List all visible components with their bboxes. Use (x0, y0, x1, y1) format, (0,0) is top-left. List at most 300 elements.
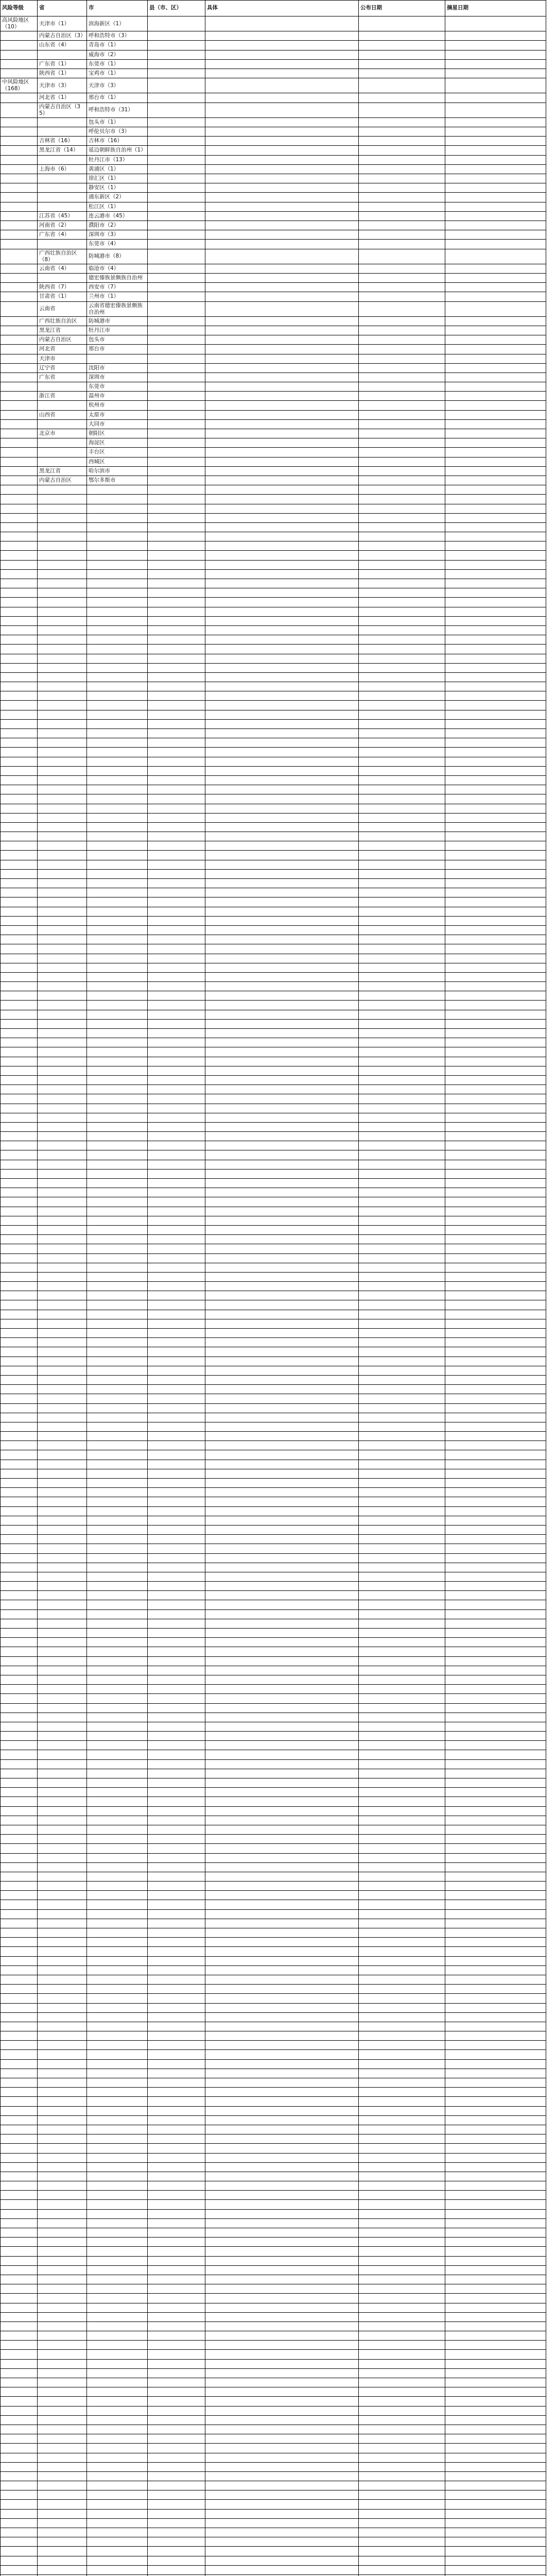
table-cell (359, 1769, 445, 1778)
table-cell (148, 273, 205, 282)
table-cell (359, 2387, 445, 2397)
table-cell (148, 2490, 205, 2500)
table-cell (87, 485, 148, 495)
table-cell (359, 1638, 445, 1647)
table-row (1, 2125, 546, 2134)
table-cell (205, 1066, 359, 1075)
table-cell (38, 1441, 87, 1450)
table-cell (148, 1450, 205, 1460)
table-cell (148, 794, 205, 804)
table-cell (38, 1450, 87, 1460)
table-cell (359, 292, 445, 301)
table-cell (205, 211, 359, 221)
table-cell (148, 841, 205, 851)
table-cell (1, 2041, 38, 2050)
table-cell (359, 1891, 445, 1900)
table-cell (87, 2303, 148, 2312)
table-cell (38, 1132, 87, 1141)
table-cell (205, 382, 359, 392)
table-cell (1, 146, 38, 155)
table-row (1, 822, 546, 832)
table-cell (359, 466, 445, 476)
table-cell (87, 2415, 148, 2425)
table-cell (1, 879, 38, 888)
table-cell (445, 1422, 546, 1431)
table-cell (445, 1788, 546, 1797)
table-row (1, 841, 546, 851)
table-cell (205, 888, 359, 897)
table-cell (359, 551, 445, 560)
table-cell (87, 1197, 148, 1207)
table-cell (87, 1919, 148, 1928)
table-cell (1, 164, 38, 174)
table-cell (205, 372, 359, 382)
table-cell (205, 2471, 359, 2481)
table-cell (1, 1797, 38, 1806)
table-cell (359, 972, 445, 981)
table-cell (148, 2341, 205, 2350)
table-cell (38, 2228, 87, 2238)
table-row (1, 1919, 546, 1928)
table-cell (87, 1600, 148, 1609)
table-cell (87, 1685, 148, 1694)
table-cell (38, 2238, 87, 2247)
table-cell (87, 588, 148, 598)
table-cell (1, 1769, 38, 1778)
table-row (1, 588, 546, 598)
table-cell (1, 982, 38, 991)
table-cell (359, 1403, 445, 1413)
table-row (1, 283, 546, 292)
table-cell (205, 164, 359, 174)
table-cell (359, 944, 445, 954)
table-cell (445, 579, 546, 588)
table-cell (205, 273, 359, 282)
table-cell (445, 1928, 546, 1938)
table-cell (148, 663, 205, 672)
table-cell: 濮阳市（2） (87, 221, 148, 230)
table-row (1, 701, 546, 710)
table-cell (205, 1732, 359, 1741)
table-row (1, 710, 546, 719)
table-cell (359, 1928, 445, 1938)
table-cell (148, 1629, 205, 1638)
table-cell (205, 2500, 359, 2509)
table-row (1, 466, 546, 476)
table-cell (205, 1759, 359, 1769)
table-cell (1, 2415, 38, 2425)
table-cell (205, 363, 359, 372)
table-cell (445, 2331, 546, 2341)
table-row (1, 50, 546, 59)
table-cell (38, 1713, 87, 1722)
table-cell (205, 429, 359, 438)
table-cell (1, 1919, 38, 1928)
table-cell (38, 954, 87, 963)
table-cell (1, 1450, 38, 1460)
table-cell (87, 1160, 148, 1169)
table-cell (148, 1825, 205, 1834)
table-cell (205, 2294, 359, 2303)
table-cell (87, 1778, 148, 1788)
table-row (1, 2565, 546, 2574)
table-cell: 广东省（4） (38, 230, 87, 240)
table-cell: 云南省 (38, 301, 87, 316)
table-row (1, 1647, 546, 1656)
table-row (1, 1806, 546, 1816)
table-cell (359, 1179, 445, 1188)
table-cell (148, 1656, 205, 1666)
table-cell (205, 2003, 359, 2012)
table-cell (1, 701, 38, 710)
table-cell (445, 1113, 546, 1122)
table-cell (205, 1909, 359, 1919)
table-cell (148, 1216, 205, 1225)
table-cell (359, 832, 445, 841)
table-cell (445, 2294, 546, 2303)
table-cell (359, 164, 445, 174)
table-row (1, 438, 546, 448)
table-cell (148, 991, 205, 1001)
table-cell (445, 2153, 546, 2162)
table-cell (148, 1038, 205, 1047)
table-row (1, 335, 546, 345)
table-cell (445, 1216, 546, 1225)
table-cell (1, 2218, 38, 2228)
table-cell (205, 1001, 359, 1010)
table-cell (359, 654, 445, 663)
table-cell (445, 963, 546, 972)
table-cell (445, 1263, 546, 1272)
table-cell (205, 2097, 359, 2106)
table-cell (359, 1413, 445, 1422)
table-cell (205, 2387, 359, 2397)
table-cell (205, 1956, 359, 1965)
table-cell (38, 1235, 87, 1244)
table-cell (205, 354, 359, 363)
table-cell (359, 1441, 445, 1450)
table-cell: 海淀区 (87, 438, 148, 448)
table-cell (359, 748, 445, 757)
table-row (1, 155, 546, 164)
table-cell (205, 2134, 359, 2144)
table-row (1, 1160, 546, 1169)
table-row (1, 1769, 546, 1778)
table-cell (148, 2200, 205, 2209)
table-cell (205, 804, 359, 813)
table-cell (445, 1075, 546, 1084)
table-cell (38, 1685, 87, 1694)
table-cell (38, 1122, 87, 1131)
table-row (1, 1862, 546, 1872)
table-cell (148, 2284, 205, 2294)
table-cell (148, 1122, 205, 1131)
table-cell (148, 2425, 205, 2434)
table-cell (87, 541, 148, 551)
header-county: 县（市、区） (148, 1, 205, 16)
table-cell (1, 2228, 38, 2238)
table-cell (87, 1047, 148, 1057)
table-cell (87, 897, 148, 907)
table-cell (38, 2434, 87, 2444)
table-cell (1, 438, 38, 448)
table-cell (148, 382, 205, 392)
table-cell: 黑龙江省（14） (38, 146, 87, 155)
table-row (1, 1357, 546, 1366)
table-cell (445, 2247, 546, 2256)
table-cell (38, 1188, 87, 1197)
table-cell (1, 832, 38, 841)
table-cell (1, 382, 38, 392)
table-cell (1, 1675, 38, 1684)
table-cell (148, 1085, 205, 1094)
table-cell (205, 851, 359, 860)
table-cell (205, 2378, 359, 2387)
table-cell (359, 1216, 445, 1225)
table-cell (445, 2434, 546, 2444)
table-cell (87, 710, 148, 719)
table-cell (445, 1272, 546, 1281)
table-cell (359, 766, 445, 775)
table-cell (38, 719, 87, 728)
table-cell (445, 2471, 546, 2481)
table-cell (445, 1741, 546, 1750)
table-row (1, 654, 546, 663)
table-row (1, 1113, 546, 1122)
table-row (1, 1722, 546, 1731)
table-cell (87, 1469, 148, 1478)
table-cell (1, 2106, 38, 2115)
table-cell (205, 1947, 359, 1956)
table-cell (445, 1591, 546, 1600)
table-cell (38, 117, 87, 127)
table-row (1, 2528, 546, 2537)
table-cell (445, 16, 546, 31)
table-cell (445, 654, 546, 663)
table-cell (205, 438, 359, 448)
table-cell (445, 1066, 546, 1075)
table-cell (38, 495, 87, 504)
table-cell (148, 1516, 205, 1525)
table-cell (445, 645, 546, 654)
table-cell (1, 916, 38, 925)
table-cell (87, 2097, 148, 2106)
table-cell (148, 1375, 205, 1384)
table-cell (359, 2490, 445, 2500)
table-cell (1, 429, 38, 438)
table-cell (205, 2256, 359, 2265)
table-cell (205, 2453, 359, 2462)
table-cell (87, 2218, 148, 2228)
table-cell (148, 1938, 205, 1947)
table-cell (38, 1600, 87, 1609)
table-cell (205, 1985, 359, 1994)
table-cell (148, 1985, 205, 1994)
table-cell (205, 1872, 359, 1881)
table-cell (87, 1994, 148, 2003)
table-cell (205, 2125, 359, 2134)
table-cell (359, 954, 445, 963)
table-cell (1, 457, 38, 466)
table-cell (1, 1975, 38, 1984)
table-cell (205, 991, 359, 1001)
table-cell (205, 944, 359, 954)
table-cell (359, 1319, 445, 1328)
table-cell (1, 230, 38, 240)
table-cell (87, 1862, 148, 1872)
table-row (1, 1450, 546, 1460)
table-cell (1, 476, 38, 485)
table-cell (148, 682, 205, 691)
table-cell (359, 1300, 445, 1310)
table-cell (1, 1141, 38, 1150)
table-cell (205, 1029, 359, 1038)
table-cell (205, 1647, 359, 1656)
table-cell (205, 1150, 359, 1160)
table-cell (87, 1413, 148, 1422)
table-cell (445, 164, 546, 174)
table-cell: 静安区（1） (87, 183, 148, 193)
table-cell (1, 31, 38, 41)
table-cell (87, 2331, 148, 2341)
table-cell (87, 1394, 148, 1403)
table-cell (1, 354, 38, 363)
table-cell (359, 719, 445, 728)
table-cell (148, 1094, 205, 1104)
table-row (1, 1300, 546, 1310)
table-row (1, 1853, 546, 1862)
table-cell (1, 522, 38, 532)
table-cell (445, 1882, 546, 1891)
table-row (1, 16, 546, 31)
table-cell (359, 264, 445, 273)
table-cell (359, 1160, 445, 1169)
table-cell: 西安市（7） (87, 283, 148, 292)
table-cell (1, 1094, 38, 1104)
table-cell (38, 616, 87, 625)
table-cell: 云南省（4） (38, 264, 87, 273)
table-cell (87, 1272, 148, 1281)
table-row (1, 1066, 546, 1075)
table-cell (38, 1460, 87, 1469)
table-cell (445, 2125, 546, 2134)
table-cell (359, 1104, 445, 1113)
table-cell (205, 2238, 359, 2247)
table-cell (1, 1319, 38, 1328)
table-cell (87, 1244, 148, 1253)
table-cell (359, 1947, 445, 1956)
table-row (1, 2481, 546, 2490)
table-row (1, 2406, 546, 2415)
table-cell (445, 2368, 546, 2378)
table-cell (445, 1104, 546, 1113)
table-row (1, 2537, 546, 2547)
table-cell (87, 1872, 148, 1881)
table-cell (148, 2303, 205, 2312)
table-cell (1, 264, 38, 273)
table-cell (359, 1375, 445, 1384)
table-cell (445, 944, 546, 954)
table-cell (445, 1169, 546, 1178)
table-cell (87, 1338, 148, 1347)
table-cell (38, 183, 87, 193)
table-cell (205, 1300, 359, 1310)
table-cell (148, 2228, 205, 2238)
table-cell (205, 1488, 359, 1497)
table-cell (38, 1759, 87, 1769)
table-cell (445, 1057, 546, 1066)
table-cell (1, 1169, 38, 1178)
table-cell: 黄浦区（1） (87, 164, 148, 174)
table-cell (205, 907, 359, 916)
table-cell (359, 2012, 445, 2022)
table-cell (87, 2406, 148, 2415)
table-cell (148, 354, 205, 363)
table-cell (148, 719, 205, 728)
table-row (1, 457, 546, 466)
table-cell (148, 372, 205, 382)
table-cell (38, 2144, 87, 2153)
table-cell (87, 2115, 148, 2125)
table-cell (38, 2387, 87, 2397)
table-cell (205, 1253, 359, 1263)
table-cell (87, 935, 148, 944)
table-cell (38, 1638, 87, 1647)
table-cell (148, 2565, 205, 2574)
table-cell (38, 1338, 87, 1347)
table-row (1, 1572, 546, 1581)
table-row (1, 625, 546, 635)
table-cell (445, 316, 546, 326)
table-cell (38, 813, 87, 822)
table-cell (359, 2481, 445, 2490)
table-cell (205, 193, 359, 202)
table-cell (445, 1085, 546, 1094)
table-cell (87, 654, 148, 663)
table-cell (148, 1975, 205, 1984)
table-cell (1, 1563, 38, 1572)
table-cell (38, 2537, 87, 2547)
table-cell (205, 2331, 359, 2341)
table-cell (87, 1038, 148, 1047)
table-cell (359, 2453, 445, 2462)
table-row (1, 1413, 546, 1422)
table-cell (445, 691, 546, 701)
table-cell (38, 2218, 87, 2228)
table-cell: 包头市（1） (87, 117, 148, 127)
table-cell (205, 2547, 359, 2556)
table-cell (359, 1197, 445, 1207)
table-cell (1, 2059, 38, 2069)
table-cell (87, 1647, 148, 1656)
table-cell (205, 1216, 359, 1225)
table-cell (445, 1619, 546, 1628)
table-cell (359, 457, 445, 466)
table-row (1, 146, 546, 155)
table-cell (445, 1909, 546, 1919)
table-cell (1, 221, 38, 230)
table-cell (205, 345, 359, 354)
table-cell (205, 813, 359, 822)
table-cell (87, 1113, 148, 1122)
table-cell (1, 2050, 38, 2059)
table-cell (359, 2115, 445, 2125)
table-cell (148, 2518, 205, 2528)
table-cell (359, 2294, 445, 2303)
table-cell (445, 2462, 546, 2471)
table-cell (87, 625, 148, 635)
table-cell (359, 2415, 445, 2425)
